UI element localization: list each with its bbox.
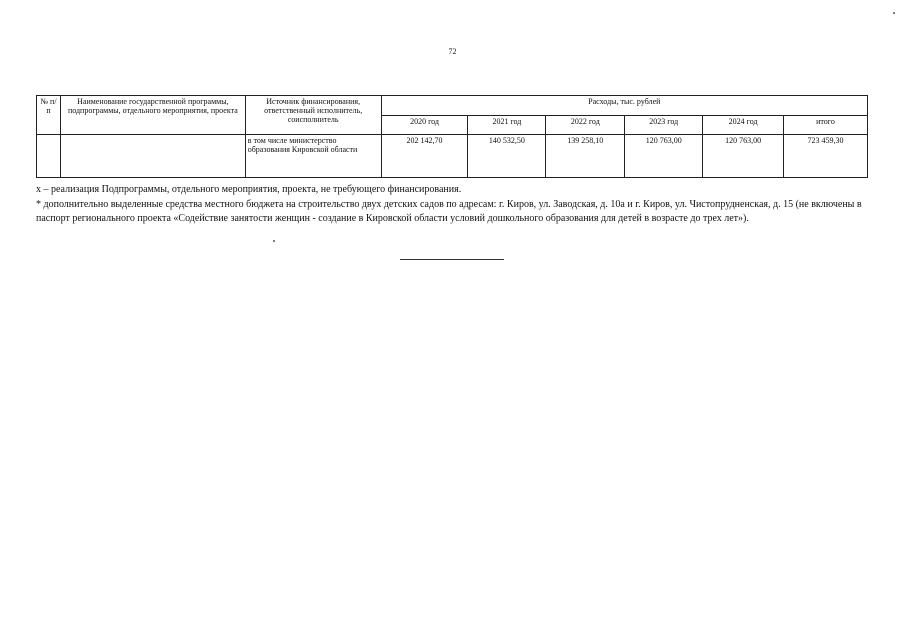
header-year-2022: 2022 год: [546, 116, 625, 135]
header-year-2020: 2020 год: [381, 116, 468, 135]
value-total: 723 459,30: [784, 135, 868, 178]
footnotes: [36, 183, 872, 227]
financing-table: [36, 95, 868, 178]
footnote-asterisk: * дополнительно выделенные средства местного бюджета на строительство двух детских садов по адресам: г. Киров, ул. Заводская, д. 10а и г. Киров, ул. Чистопрудненская, д. 15 (не включены в паспорт регионального проекта «Содействие занятости женщин - создание в Кировской области условий дошкольного образования для детей в возрасте до трех лет»).: [36, 198, 862, 224]
row-source: в том числе министерство образования Кировской области: [245, 135, 381, 178]
page-number: 72: [448, 47, 457, 56]
header-total: итого: [784, 116, 868, 135]
scan-speck: [893, 12, 895, 14]
header-year-2023: 2023 год: [625, 116, 703, 135]
header-source: Источник финансирования, ответственный исполнитель, соисполнитель: [245, 96, 381, 135]
value-2022: 139 258,10: [546, 135, 625, 178]
value-2024: 120 763,00: [703, 135, 784, 178]
end-rule: [400, 259, 504, 260]
value-2023: 120 763,00: [625, 135, 703, 178]
row-num: [37, 135, 61, 178]
header-expenses: Расходы, тыс. рублей: [381, 96, 867, 116]
footnote-x: х – реализация Подпрограммы, отдельного мероприятия, проекта, не требующего финансирования.: [36, 184, 462, 195]
header-num: № п/п: [37, 96, 61, 135]
header-name: Наименование государственной программы, подпрограммы, отдельного мероприятия, проекта: [60, 96, 245, 135]
row-name: [60, 135, 245, 178]
table-row: [37, 135, 868, 178]
value-2020: 202 142,70: [381, 135, 468, 178]
header-year-2024: 2024 год: [703, 116, 784, 135]
value-2021: 140 532,50: [468, 135, 546, 178]
header-year-2021: 2021 год: [468, 116, 546, 135]
scan-speck: [273, 240, 275, 242]
